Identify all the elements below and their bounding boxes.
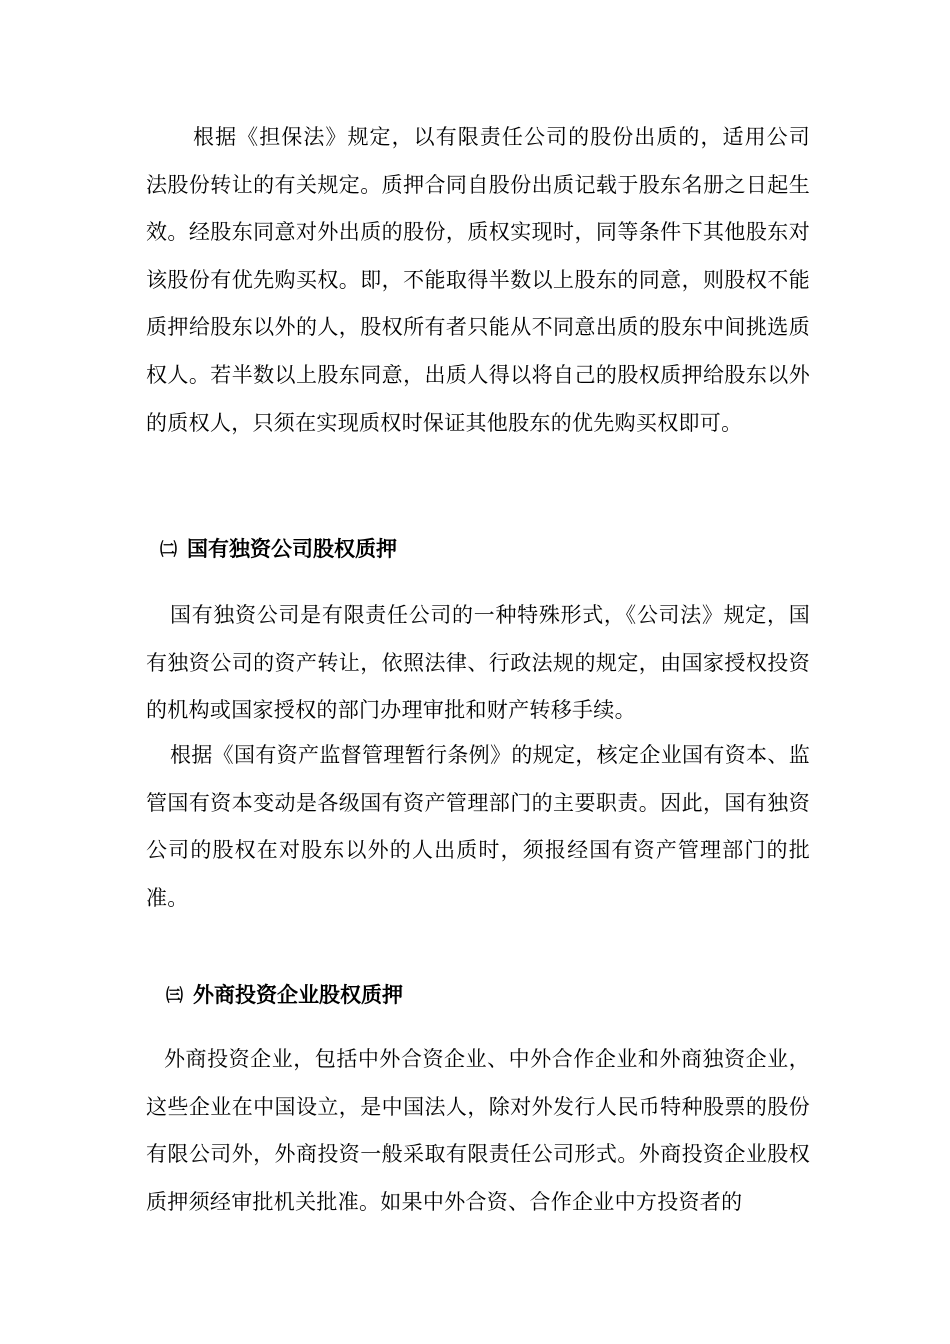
section-number-marker: ㈡ bbox=[160, 540, 177, 560]
section-heading-state-owned bbox=[160, 534, 397, 565]
paragraph-limited-liability-share-pledge: 根据《担保法》规定，以有限责任公司的股份出质的，适用公司法股份转让的有关规定。质押合同自股份出质记载于股东名册之日起生效。经股东同意对外出质的股份，质权实现时，同等条件下其他股东对该股份有优先购买权。即，不能取得半数以上股东的同意，则股权不能质押给股东以外的人，股权所有者只能从不同意出质的股东中间挑选质权人。若半数以上股东同意，出质人得以将自己的股权质押给股东以外的质权人，只须在实现质权时保证其他股东的优先购买权即可。 bbox=[146, 125, 810, 435]
section-heading-foreign-invested bbox=[166, 980, 403, 1011]
section-heading-text: 国有独资公司股权质押 bbox=[187, 536, 397, 561]
section-number-marker: ㈢ bbox=[166, 986, 183, 1006]
section-heading-text: 外商投资企业股权质押 bbox=[193, 982, 403, 1007]
paragraph-state-owned-approval: 根据《国有资产监督管理暂行条例》的规定，核定企业国有资本、监管国有资本变动是各级国有资产管理部门的主要职责。因此，国有独资公司的股权在对股东以外的人出质时，须报经国有资产管理部门的批准。 bbox=[146, 743, 810, 910]
paragraph-state-owned-definition: 国有独资公司是有限责任公司的一种特殊形式，《公司法》规定，国有独资公司的资产转让，依照法律、行政法规的规定，由国家授权投资的机构或国家授权的部门办理审批和财产转移手续。 bbox=[146, 603, 810, 723]
paragraph-foreign-invested-pledge: 外商投资企业，包括中外合资企业、中外合作企业和外商独资企业，这些企业在中国设立，是中国法人，除对外发行人民币特种股票的股份有限公司外，外商投资一般采取有限责任公司形式。外商投资企业股权质押须经审批机关批准。如果中外合资、合作企业中方投资者的 bbox=[146, 1047, 810, 1214]
